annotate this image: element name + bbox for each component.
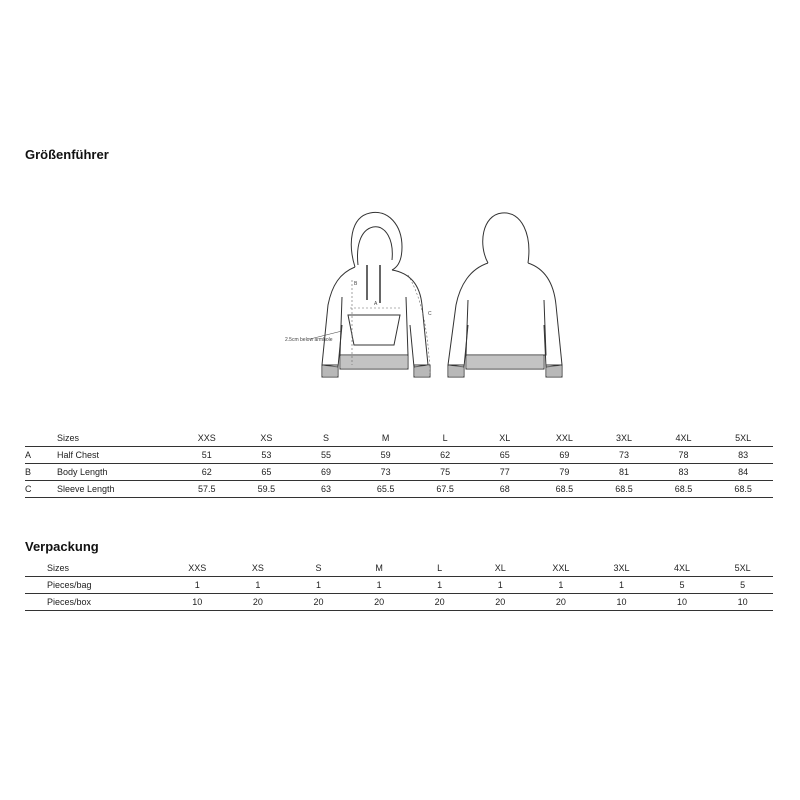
header-size: XXL <box>531 560 592 577</box>
header-size: XL <box>475 430 535 447</box>
cell: 69 <box>535 447 595 464</box>
cell: 1 <box>228 577 289 594</box>
cell: 73 <box>356 464 416 481</box>
size-guide-title: Größenführer <box>25 147 109 162</box>
header-size: L <box>415 430 475 447</box>
cell: 77 <box>475 464 535 481</box>
size-table-header <box>25 430 773 447</box>
label-c: C <box>428 311 432 317</box>
armhole-note: 2.5cm below armhole <box>285 337 333 343</box>
header-size: S <box>296 430 356 447</box>
header-size: XXL <box>535 430 595 447</box>
header-size: XXS <box>167 560 228 577</box>
row-code: B <box>25 464 57 481</box>
cell: 63 <box>296 481 356 498</box>
cell: 10 <box>591 594 652 611</box>
table-row <box>25 594 773 611</box>
cell: 83 <box>654 464 714 481</box>
cell: 1 <box>531 577 592 594</box>
cell: 5 <box>652 577 713 594</box>
table-row <box>25 577 773 594</box>
header-size: L <box>409 560 470 577</box>
cell: 68.5 <box>535 481 595 498</box>
hoodie-back <box>448 213 562 377</box>
header-size: XS <box>228 560 289 577</box>
cell: 1 <box>591 577 652 594</box>
cell: 68.5 <box>594 481 654 498</box>
cell: 62 <box>177 464 237 481</box>
header-size: 5XL <box>713 430 773 447</box>
cell: 75 <box>415 464 475 481</box>
header-sizes: Sizes <box>47 560 167 577</box>
row-label: Pieces/box <box>47 594 167 611</box>
row-label: Pieces/bag <box>47 577 167 594</box>
cell: 68.5 <box>713 481 773 498</box>
cell: 59 <box>356 447 416 464</box>
hoodie-illustration <box>270 205 570 390</box>
cell: 20 <box>470 594 531 611</box>
hoodie-drawing <box>270 205 570 390</box>
cell: 1 <box>349 577 410 594</box>
cell: 67.5 <box>415 481 475 498</box>
cell: 10 <box>652 594 713 611</box>
header-size: XXS <box>177 430 237 447</box>
row-code: A <box>25 447 57 464</box>
cell: 81 <box>594 464 654 481</box>
cell: 59.5 <box>237 481 297 498</box>
header-size: 3XL <box>591 560 652 577</box>
cell: 65 <box>475 447 535 464</box>
cell: 79 <box>535 464 595 481</box>
header-size: 3XL <box>594 430 654 447</box>
header-size: XS <box>237 430 297 447</box>
cell: 10 <box>167 594 228 611</box>
header-size: 4XL <box>654 430 714 447</box>
cell: 73 <box>594 447 654 464</box>
header-sizes: Sizes <box>57 430 177 447</box>
size-table <box>25 430 773 498</box>
cell: 20 <box>228 594 289 611</box>
header-size: M <box>349 560 410 577</box>
cell: 78 <box>654 447 714 464</box>
cell: 20 <box>531 594 592 611</box>
table-row <box>25 464 773 481</box>
header-size: 4XL <box>652 560 713 577</box>
cell: 84 <box>713 464 773 481</box>
cell: 55 <box>296 447 356 464</box>
hoodie-front <box>322 212 430 377</box>
cell: 51 <box>177 447 237 464</box>
cell: 65 <box>237 464 297 481</box>
packaging-table-header <box>25 560 773 577</box>
cell: 53 <box>237 447 297 464</box>
table-row <box>25 447 773 464</box>
cell: 1 <box>409 577 470 594</box>
cell: 1 <box>470 577 531 594</box>
label-a: A <box>374 301 378 307</box>
row-label: Half Chest <box>57 447 177 464</box>
label-b: B <box>354 281 358 287</box>
cell: 65.5 <box>356 481 416 498</box>
header-size: 5XL <box>712 560 773 577</box>
cell: 68 <box>475 481 535 498</box>
row-code: C <box>25 481 57 498</box>
cell: 83 <box>713 447 773 464</box>
cell: 1 <box>167 577 228 594</box>
cell: 62 <box>415 447 475 464</box>
cell: 1 <box>288 577 349 594</box>
cell: 20 <box>288 594 349 611</box>
cell: 5 <box>712 577 773 594</box>
cell: 57.5 <box>177 481 237 498</box>
cell: 69 <box>296 464 356 481</box>
packaging-table <box>25 560 773 611</box>
cell: 10 <box>712 594 773 611</box>
cell: 20 <box>409 594 470 611</box>
row-label: Body Length <box>57 464 177 481</box>
cell: 68.5 <box>654 481 714 498</box>
header-size: XL <box>470 560 531 577</box>
cell: 20 <box>349 594 410 611</box>
header-size: M <box>356 430 416 447</box>
table-row <box>25 481 773 498</box>
row-label: Sleeve Length <box>57 481 177 498</box>
header-size: S <box>288 560 349 577</box>
packaging-title: Verpackung <box>25 539 99 554</box>
